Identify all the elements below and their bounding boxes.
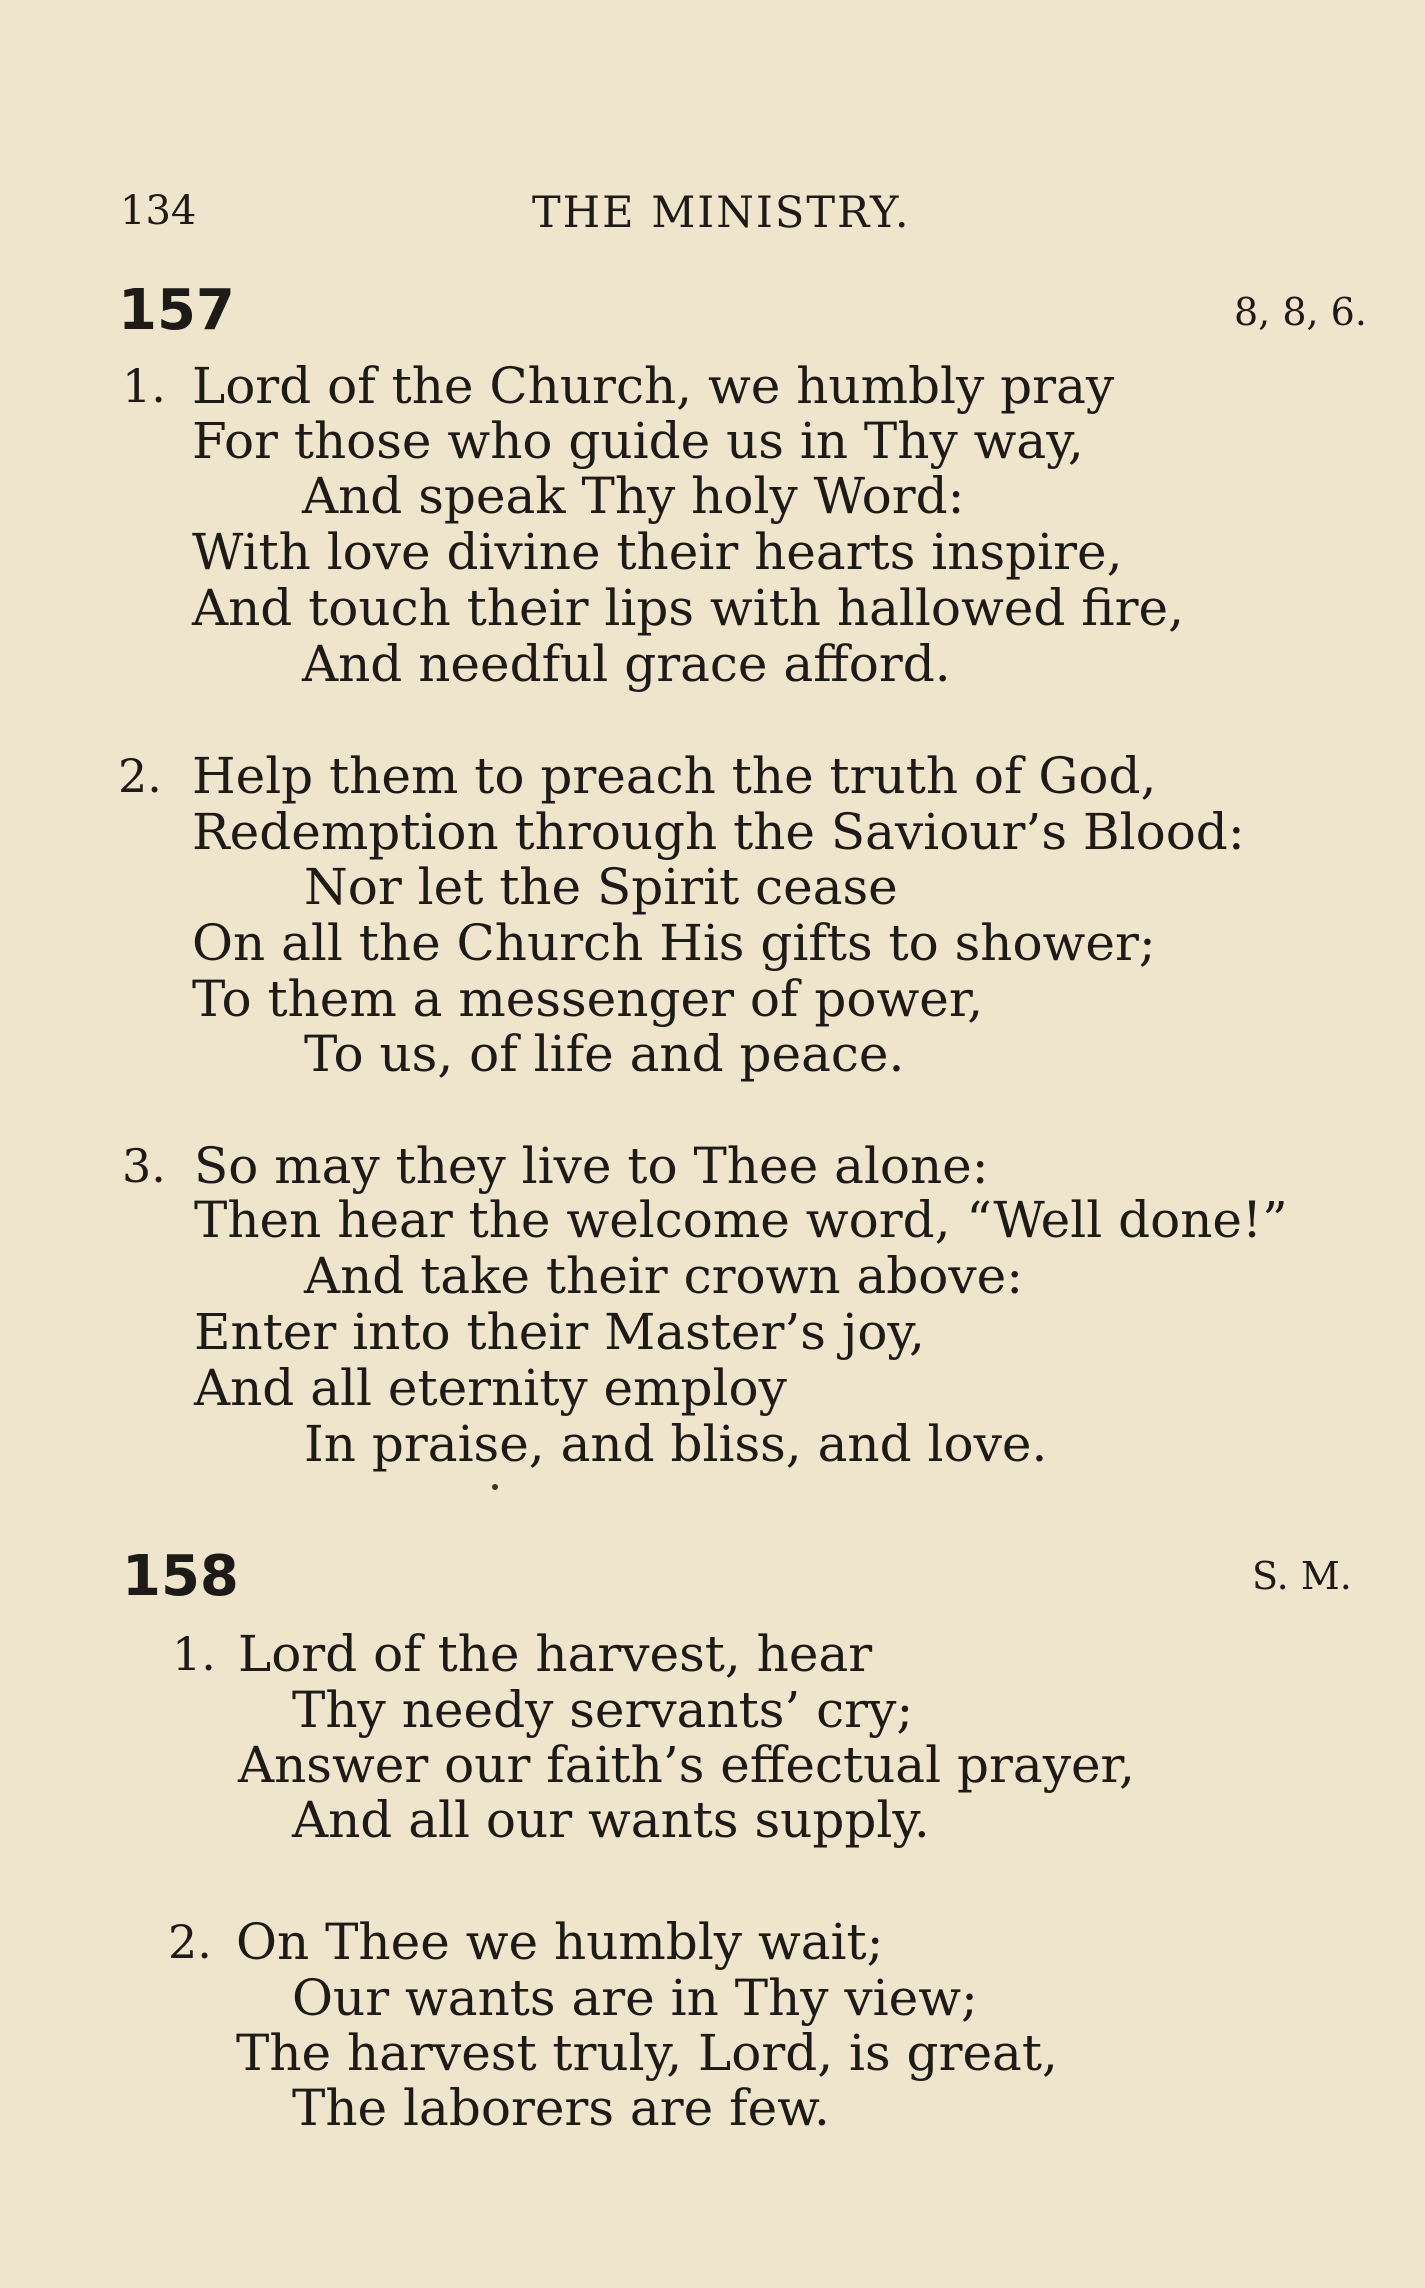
hymn-157-verse-3-line-6: In praise, and bliss, and love. [304, 1415, 1048, 1473]
hymn-158-verse-1-line-3: Answer our faith’s effectual prayer, [238, 1736, 1135, 1794]
hymn-158-meter: S. M. [1252, 1554, 1352, 1598]
hymn-157-verse-2-number: 2. [118, 749, 162, 803]
hymn-158-verse-1-number: 1. [172, 1627, 216, 1681]
hymn-157-number: 157 [118, 278, 235, 343]
hymn-158-verse-1-line-1: Lord of the harvest, hear [238, 1625, 873, 1683]
hymn-158-verse-2-number: 2. [168, 1915, 212, 1969]
print-speck [492, 1484, 498, 1490]
hymn-157-verse-1-number: 1. [122, 359, 166, 413]
hymn-157-verse-2-line-2: Redemption through the Saviour’s Blood: [192, 803, 1245, 861]
hymn-158-verse-1-line-4: And all our wants supply. [292, 1791, 930, 1849]
hymn-157-meter: 8, 8, 6. [1234, 290, 1367, 334]
hymn-157-verse-1-line-3: And speak Thy holy Word: [302, 467, 965, 525]
hymn-157-verse-3-line-3: And take their crown above: [304, 1247, 1024, 1305]
hymn-157-verse-3-line-2: Then hear the welcome word, “Well done!” [194, 1191, 1288, 1249]
hymn-157-verse-1-line-4: With love divine their hearts inspire, [192, 523, 1123, 581]
hymn-157-verse-3-line-4: Enter into their Master’s joy, [194, 1303, 925, 1361]
hymn-158-verse-2-line-4: The laborers are few. [292, 2079, 830, 2137]
hymn-157-verse-1-line-1: Lord of the Church, we humbly pray [192, 357, 1115, 415]
running-head: THE MINISTRY. [532, 188, 911, 238]
hymn-157-verse-2-line-1: Help them to preach the truth of God, [192, 747, 1157, 805]
hymn-157-verse-3-line-1: So may they live to Thee alone: [194, 1137, 989, 1195]
hymn-157-verse-3-number: 3. [122, 1139, 166, 1193]
hymn-157-verse-1-line-6: And needful grace afford. [302, 635, 951, 693]
hymn-158-number: 158 [122, 1544, 239, 1609]
hymn-157-verse-1-line-5: And touch their lips with hallowed fire, [192, 579, 1185, 637]
hymn-157-verse-2-line-4: On all the Church His gifts to shower; [192, 914, 1156, 972]
hymn-157-verse-2-line-5: To them a messenger of power, [192, 970, 984, 1028]
hymn-158-verse-2-line-3: The harvest truly, Lord, is great, [236, 2024, 1058, 2082]
page-number: 134 [120, 188, 197, 234]
hymn-158-verse-1-line-2: Thy needy servants’ cry; [292, 1681, 914, 1739]
hymn-158-verse-2-line-2: Our wants are in Thy view; [292, 1969, 978, 2027]
hymn-157-verse-2-line-3: Nor let the Spirit cease [304, 858, 898, 916]
hymn-157-verse-3-line-5: And all eternity employ [194, 1359, 787, 1417]
hymn-157-verse-1-line-2: For those who guide us in Thy way, [192, 412, 1084, 470]
hymn-158-verse-2-line-1: On Thee we humbly wait; [236, 1913, 884, 1971]
hymn-157-verse-2-line-6: To us, of life and peace. [304, 1025, 905, 1083]
